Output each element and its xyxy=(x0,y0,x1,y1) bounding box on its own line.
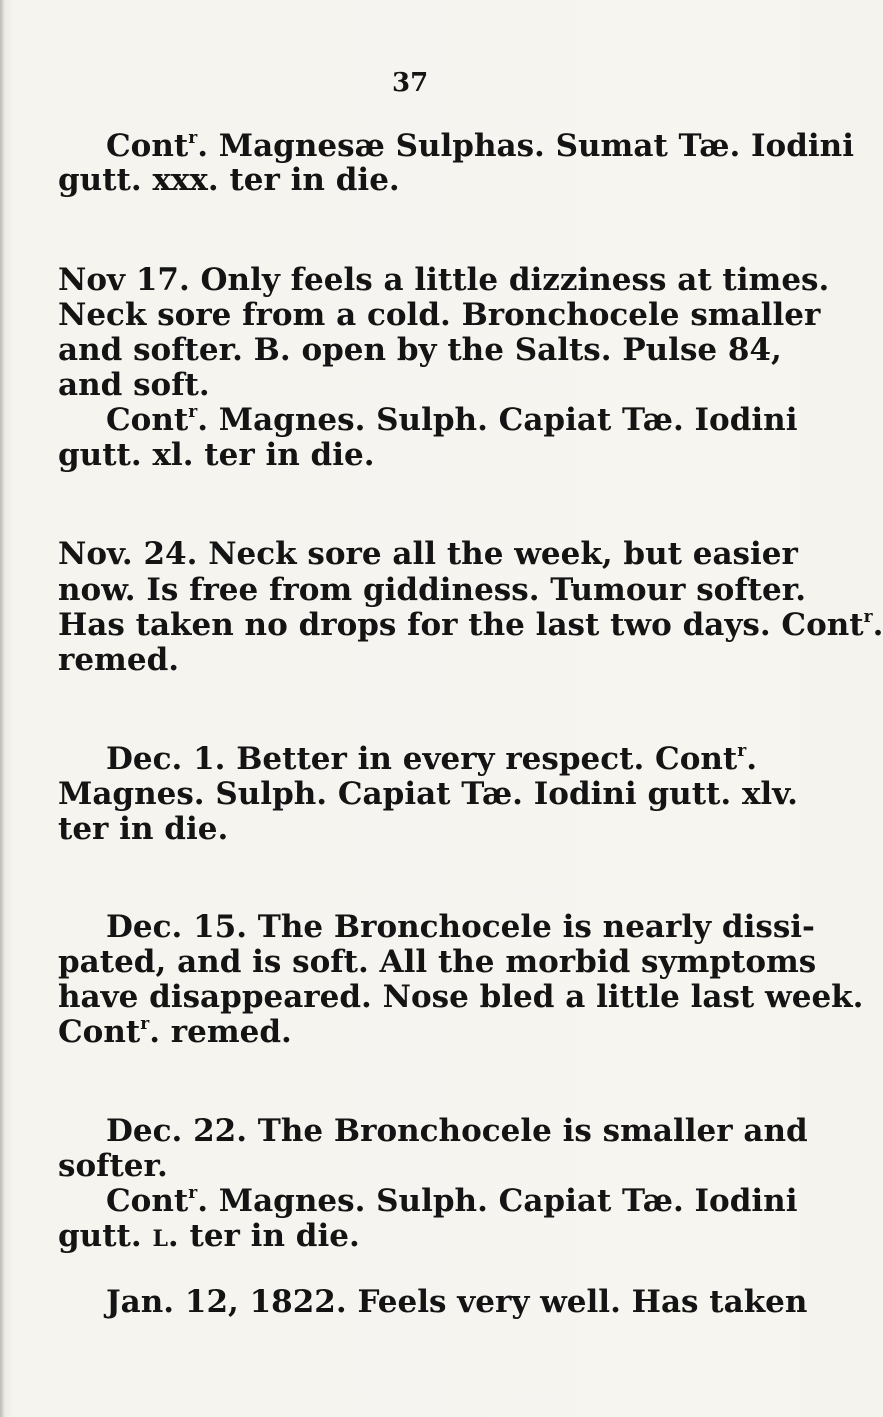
text-line: Dec. 22. The Bronchocele is smaller and xyxy=(106,1113,808,1149)
text-line xyxy=(106,128,854,164)
text-line: Magnes. Sulph. Capiat Tæ. Iodini gutt. xlv. xyxy=(58,776,798,812)
text-line: Jan. 12, 1822. Feels very well. Has taken xyxy=(106,1284,808,1320)
text-line: and softer. B. open by the Salts. Pulse 84, xyxy=(58,332,782,368)
line-text: Cont xyxy=(106,1183,189,1219)
line-text: Has taken no drops for the last two days. Cont xyxy=(58,607,864,643)
line-text: . xyxy=(746,741,757,777)
page-number: 37 xyxy=(392,68,429,98)
line-text: . Magnes. Sulph. Capiat Tæ. Iodini xyxy=(197,1183,798,1219)
line-text: Cont xyxy=(106,128,189,164)
text-line xyxy=(106,1183,798,1219)
superscript: r xyxy=(863,607,873,627)
text-line: remed. xyxy=(58,642,180,678)
superscript: r xyxy=(140,1014,150,1034)
superscript: r xyxy=(188,128,198,148)
text-line: pated, and is soft. All the morbid symptoms xyxy=(58,944,817,980)
text-line xyxy=(106,402,798,438)
text-line: have disappeared. Nose bled a little last week. xyxy=(58,979,864,1015)
line-text: . Magnesæ Sulphas. Sumat Tæ. Iodini xyxy=(197,128,854,164)
text-line xyxy=(58,607,883,643)
superscript: r xyxy=(188,402,198,422)
line-text: gutt. xyxy=(58,1218,153,1254)
line-text: . xyxy=(872,607,883,643)
superscript: r xyxy=(737,741,747,761)
superscript: r xyxy=(188,1183,198,1203)
line-text: . ter in die. xyxy=(167,1218,360,1254)
line-text: . Magnes. Sulph. Capiat Tæ. Iodini xyxy=(197,402,798,438)
text-line xyxy=(58,1218,360,1254)
text-line xyxy=(58,1014,292,1050)
line-text: . remed. xyxy=(149,1014,292,1050)
text-line: softer. xyxy=(58,1148,168,1184)
text-line: Nov 17. Only feels a little dizziness at times. xyxy=(58,262,830,298)
text-line: gutt. xxx. ter in die. xyxy=(58,162,400,198)
text-line: Neck sore from a cold. Bronchocele smaller xyxy=(58,297,821,333)
text-line: and soft. xyxy=(58,367,210,403)
text-line: now. Is free from giddiness. Tumour softer. xyxy=(58,572,806,608)
text-line: ter in die. xyxy=(58,811,229,847)
line-text: Cont xyxy=(58,1014,141,1050)
page-edge-shadow xyxy=(0,0,5,1417)
text-line: gutt. xl. ter in die. xyxy=(58,437,375,473)
text-line xyxy=(106,741,757,777)
small-caps-numeral: L xyxy=(152,1226,168,1252)
line-text: Dec. 1. Better in every respect. Cont xyxy=(106,741,738,777)
line-text: Cont xyxy=(106,402,189,438)
text-line: Nov. 24. Neck sore all the week, but easier xyxy=(58,536,798,572)
text-line: Dec. 15. The Bronchocele is nearly dissi- xyxy=(106,909,815,945)
